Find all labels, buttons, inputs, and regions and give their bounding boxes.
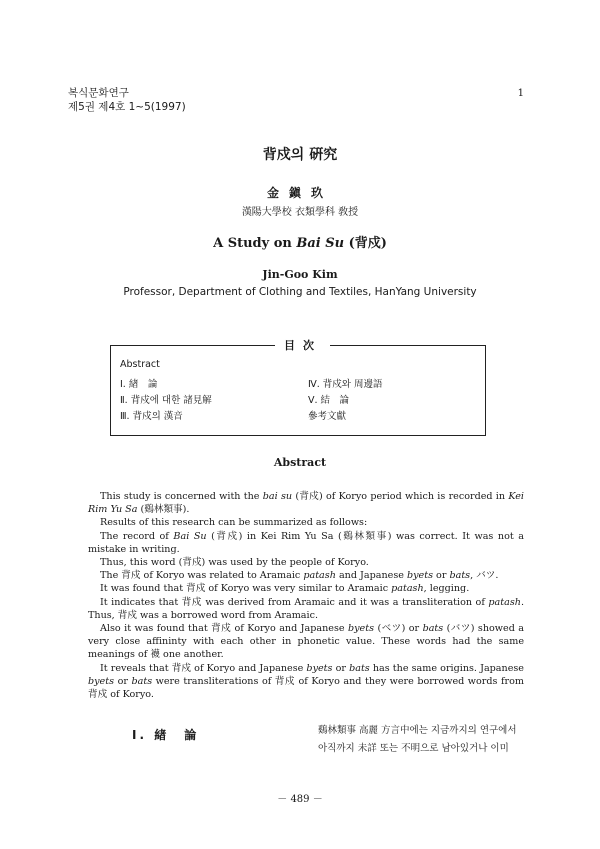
page-number-top: 1 — [517, 88, 524, 99]
abstract-italic-run: bai su — [262, 491, 293, 502]
section-line-2: 아직까지 未詳 또는 不明으로 남아있거나 이미 — [318, 743, 509, 754]
abstract-text-run: were transliterations of 背戍 of Koryo and they were borrowed words from 背戍 of Koryo. — [88, 675, 524, 701]
abstract-italic-run: bats — [131, 675, 153, 687]
abstract-text-run: Results of this research can be summarized as follows: — [100, 517, 368, 529]
toc-box — [110, 345, 486, 436]
abstract-text-run: . Thus, 背戍 was a borrowed word from Aramaic. — [88, 596, 524, 621]
abstract-body — [88, 490, 524, 701]
abstract-italic-run: bats — [349, 662, 370, 674]
abstract-paragraph — [88, 582, 524, 595]
abstract-paragraph — [88, 556, 524, 569]
abstract-paragraph — [88, 569, 524, 582]
abstract-text-run: This study is concerned with the — [100, 491, 263, 502]
section-text — [318, 722, 530, 758]
abstract-text-run: or — [332, 662, 350, 674]
title-english — [0, 232, 600, 251]
abstract-paragraph — [88, 622, 524, 662]
toc-item-6: 參考文獻 — [308, 411, 347, 422]
abstract-heading: Abstract — [273, 456, 327, 469]
abstract-italic-run: Bai Su — [173, 530, 207, 542]
affiliation-english: Professor, Department of Clothing and Textiles, HanYang University — [123, 286, 477, 298]
abstract-text-run: and Japanese — [335, 570, 407, 582]
abstract-italic-run: byets — [406, 570, 433, 582]
abstract-italic-run: byets — [348, 623, 375, 635]
abstract-italic-run: Kei Rim Yu Sa — [88, 491, 524, 516]
journal-name: 복식문화연구 — [68, 87, 129, 99]
abstract-text-run: Thus, this word (背戍) was used by the people of Koryo. — [100, 557, 369, 569]
abstract-text-run: or — [114, 675, 132, 687]
abstract-italic-run: byets — [88, 675, 115, 687]
toc-item-2: Ⅱ. 背戍에 대한 諸見解 — [120, 395, 212, 406]
title-en-suffix: (背戍) — [344, 236, 387, 251]
abstract-text-run: The 背戍 of Koryo was related to Aramaic — [100, 570, 304, 582]
toc-top-rule-left — [110, 345, 275, 346]
abstract-text-run: (背戍) in Kei Rim Yu Sa (鷄林類事) was correct. It was not a mistake in writing. — [88, 530, 524, 555]
abstract-paragraph — [88, 490, 524, 516]
toc-top-rule-right — [330, 345, 485, 346]
abstract-paragraph — [88, 516, 524, 529]
abstract-text-run: (バツ) showed a very close affininty with each other in phonetic value. These words had the same meanings of 襪 one another. — [88, 623, 524, 661]
abstract-italic-run: bats — [449, 570, 471, 582]
abstract-text-run: , legging. — [423, 583, 470, 595]
abstract-text-run: has the same origins. Japanese — [369, 662, 524, 674]
abstract-text-run: It was found that 背戍 of Koryo was very similar to Aramaic — [100, 583, 392, 595]
toc-item-1: Ⅰ. 緖 論 — [120, 379, 158, 390]
section-heading: Ⅰ. 緖 論 — [132, 728, 200, 742]
author-korean: 金鎭玖 — [266, 186, 333, 200]
section-line-1: 鷄林類事 高麗 方言中에는 지금까지의 연구에서 — [318, 725, 517, 736]
title-en-prefix: A Study on — [213, 236, 297, 251]
abstract-text-run: It reveals that 背戍 of Koryo and Japanese — [100, 662, 307, 674]
abstract-paragraph — [88, 530, 524, 556]
toc-item-3: Ⅲ. 背戍의 漢音 — [120, 411, 183, 422]
author-english: Jin-Goo Kim — [262, 268, 338, 281]
abstract-italic-run: bats — [422, 623, 444, 635]
journal-volume: 제5권 제4호 1~5(1997) — [68, 101, 186, 113]
page-number-bottom: － 489 － — [277, 794, 323, 805]
abstract-text-run: It indicates that 背戍 was derived from Aramaic and it was a transliteration of — [100, 596, 489, 608]
abstract-text-run: , バツ. — [470, 570, 499, 582]
toc-item-5: Ⅴ. 結 論 — [308, 395, 350, 406]
abstract-text-run: or — [433, 570, 450, 582]
abstract-text-run: (背戍) of Koryo period which is recorded in — [292, 491, 509, 502]
abstract-text-run: Also it was found that 背戍 of Koryo and Japanese — [100, 623, 348, 635]
toc-item-4: Ⅳ. 背戍와 周邊語 — [308, 379, 383, 390]
abstract-paragraph — [88, 662, 524, 702]
abstract-italic-run: byets — [306, 662, 333, 674]
abstract-italic-run: patash — [303, 570, 336, 582]
abstract-text-run: (鷄林類事). — [137, 504, 190, 516]
abstract-italic-run: patash — [391, 583, 424, 595]
title-en-italic: Bai Su — [296, 236, 345, 251]
abstract-paragraph — [88, 596, 524, 622]
abstract-text-run: The record of — [100, 530, 174, 542]
journal-header — [68, 86, 186, 114]
abstract-italic-run: patash — [488, 596, 521, 608]
toc-title: 目次 — [284, 339, 322, 352]
toc-abstract: Abstract — [120, 359, 160, 370]
title-korean: 背戍의 硏究 — [262, 147, 338, 163]
abstract-text-run: (ベツ) or — [374, 623, 423, 635]
affiliation-korean: 漢陽大學校 衣類學科 敎授 — [241, 207, 359, 218]
